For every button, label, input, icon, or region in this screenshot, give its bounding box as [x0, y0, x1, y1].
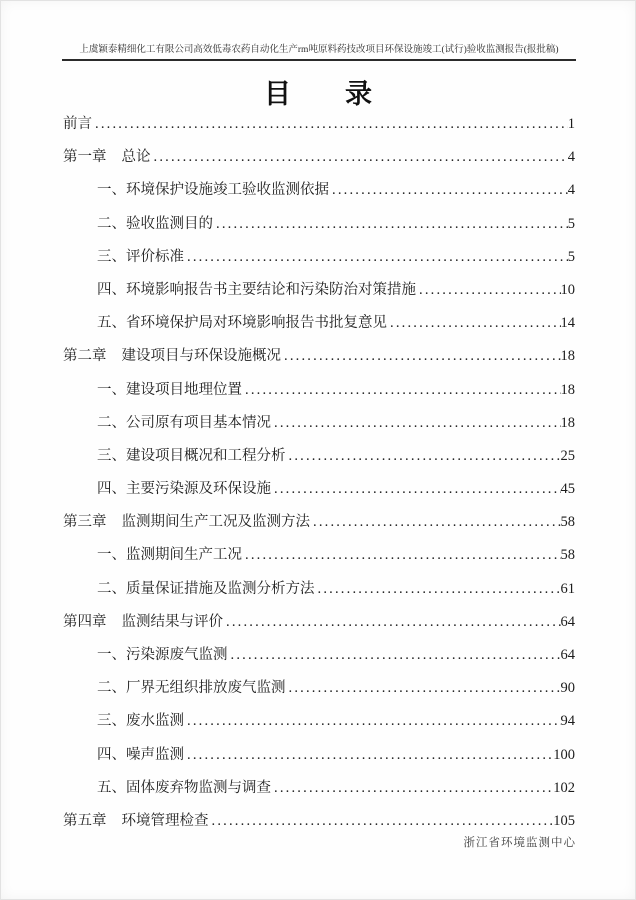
toc-entry-title: 公司原有项目基本情况: [126, 414, 271, 431]
toc-entry-number: 第四章: [63, 613, 107, 630]
leader-dots: [228, 639, 561, 672]
toc-entry-number: 二、: [97, 215, 126, 232]
leader-dots: [242, 374, 561, 407]
toc-entry-number: 第五章: [63, 812, 107, 829]
leader-dots: [184, 241, 568, 274]
toc-entry-title: 环境管理检查: [121, 812, 209, 829]
toc-entry-title: 环境保护设施竣工验收监测依据: [126, 182, 329, 199]
toc-entry-number: 第三章: [63, 514, 107, 531]
toc-entry-page-number: 1: [567, 116, 575, 132]
toc-entry: [63, 374, 575, 407]
toc-entry-title: 评价标准: [126, 248, 184, 265]
toc-entry-number: 一、: [97, 182, 126, 199]
leader-dots: [92, 108, 568, 141]
toc-entry-page-number: 100: [553, 746, 575, 763]
toc-entry-page-number: 94: [560, 713, 575, 730]
leader-dots: [213, 208, 568, 241]
leader-dots: [329, 174, 568, 207]
toc-entry-number: 一、: [97, 647, 126, 663]
leader-dots: [315, 573, 561, 606]
toc-entry-number: 四、: [97, 481, 126, 498]
toc-entry: [63, 174, 575, 207]
toc-entry: [63, 705, 575, 738]
toc-entry-title: 污染源废气监测: [126, 647, 228, 663]
leader-dots: [271, 407, 561, 440]
document-header: 上虞颖泰精细化工有限公司高效低毒农药自动化生产rm吨原料药技改项目环保设施竣工(试行)验收监测报告(报批稿): [62, 41, 576, 61]
toc-entry-page-number: 45: [560, 481, 575, 498]
toc-entry-page-number: 102: [553, 779, 575, 796]
toc-entry: [63, 506, 575, 539]
toc-entry: [63, 108, 575, 141]
toc-entry-number: 五、: [97, 315, 126, 332]
toc-entry-page-number: 25: [560, 447, 575, 464]
toc-entry-title: 固体废弃物监测与调查: [126, 779, 271, 796]
toc-entry-title: 总论: [121, 149, 151, 166]
toc-entry-title: 建设项目地理位置: [126, 381, 242, 398]
toc-entry: [63, 141, 575, 174]
toc-entry-page-number: 61: [560, 580, 575, 597]
toc-entry-number: 第二章: [63, 348, 107, 365]
toc-entry-page-number: 58: [560, 514, 575, 531]
toc-entry: [63, 606, 575, 639]
toc-entry: [63, 241, 575, 274]
toc-entry: [63, 539, 575, 572]
toc-entry: [63, 407, 575, 440]
toc-entry: [63, 440, 575, 473]
leader-dots: [387, 307, 561, 340]
leader-dots: [281, 340, 561, 373]
toc-entry: [63, 274, 575, 307]
toc-entry-page-number: 10: [560, 281, 575, 298]
toc-list: [63, 108, 575, 838]
toc-entry-page-number: 5: [567, 215, 575, 232]
toc-entry: [63, 340, 575, 373]
toc-entry-number: 三、: [97, 447, 126, 464]
leader-dots: [184, 739, 553, 772]
toc-entry-number: 一、: [97, 381, 126, 398]
toc-entry-title: 监测期间生产工况及监测方法: [121, 514, 310, 531]
leader-dots: [271, 473, 561, 506]
toc-entry-number: 一、: [97, 547, 126, 564]
toc-entry-title: 省环境保护局对环境影响报告书批复意见: [126, 315, 387, 332]
toc-entry-title: 质量保证措施及监测分析方法: [126, 580, 315, 597]
leader-dots: [271, 772, 553, 805]
toc-entry-title: 废水监测: [126, 713, 184, 730]
toc-entry-title: 主要污染源及环保设施: [126, 481, 271, 498]
toc-entry-title: 监测结果与评价: [121, 613, 223, 630]
toc-entry-title: 厂界无组织排放废气监测: [126, 680, 286, 697]
toc-entry: [63, 307, 575, 340]
page-title: 目 录: [264, 79, 372, 109]
toc-entry-title: 噪声监测: [126, 746, 184, 763]
toc-entry-page-number: 5: [567, 248, 575, 265]
toc-entry-title: 环境影响报告书主要结论和污染防治对策措施: [126, 281, 416, 298]
leader-dots: [310, 506, 561, 539]
toc-entry-number: 三、: [97, 248, 126, 265]
toc-entry-number: 四、: [97, 746, 126, 763]
toc-entry-number: 二、: [97, 414, 126, 431]
toc-entry: [63, 208, 575, 241]
toc-entry: [63, 639, 575, 672]
toc-entry-page-number: 14: [560, 315, 575, 332]
toc-entry-number: 第一章: [63, 149, 107, 166]
toc-entry-title: 监测期间生产工况: [126, 547, 242, 564]
toc-entry-page-number: 4: [567, 182, 575, 199]
toc-entry: [63, 672, 575, 705]
toc-entry-page-number: 58: [560, 547, 575, 564]
toc-entry-page-number: 64: [560, 613, 575, 630]
toc-entry: [63, 772, 575, 805]
toc-entry-title: 建设项目概况和工程分析: [126, 447, 286, 464]
toc-entry-page-number: 18: [560, 348, 575, 365]
toc-entry-page-number: 4: [567, 149, 575, 166]
toc-entry-page-number: 90: [560, 680, 575, 697]
toc-entry: [63, 473, 575, 506]
leader-dots: [286, 672, 561, 705]
toc-entry-page-number: 105: [553, 812, 575, 829]
toc-entry-number: 三、: [97, 713, 126, 730]
toc-entry: [63, 739, 575, 772]
toc-entry-number: 五、: [97, 779, 126, 796]
footer-organization: 浙江省环境监测中心: [463, 837, 576, 849]
leader-dots: [151, 141, 568, 174]
toc-entry-number: 四、: [97, 281, 126, 298]
toc-entry-title: 验收监测目的: [126, 215, 213, 232]
leader-dots: [184, 705, 561, 738]
leader-dots: [416, 274, 561, 307]
toc-entry-number: 二、: [97, 580, 126, 597]
toc-entry-title: 建设项目与环保设施概况: [121, 348, 281, 365]
toc-entry-title: 前言: [63, 116, 92, 132]
leader-dots: [242, 539, 561, 572]
toc-entry-page-number: 64: [560, 647, 575, 663]
toc-entry-page-number: 18: [560, 381, 575, 398]
leader-dots: [223, 606, 561, 639]
toc-entry: [63, 573, 575, 606]
toc-entry-number: 二、: [97, 680, 126, 697]
toc-entry-page-number: 18: [560, 414, 575, 431]
leader-dots: [286, 440, 561, 473]
